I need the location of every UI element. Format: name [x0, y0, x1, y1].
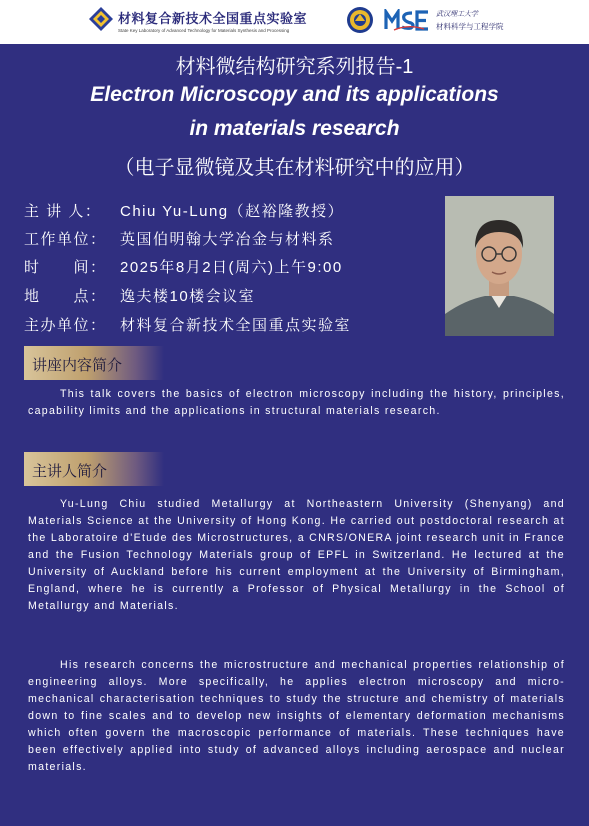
series-title: 材料微结构研究系列报告-1	[175, 56, 414, 78]
lab-name-cn: 材料复合新技术全国重点实验室	[118, 11, 308, 26]
lab-logo-icon	[88, 6, 114, 32]
affiliation-row	[24, 228, 335, 249]
chinese-title: （电子显微镜及其在材料研究中的应用）	[114, 157, 475, 179]
time-label: 时 间：	[24, 259, 107, 276]
host-value: 材料复合新技术全国重点实验室	[120, 317, 352, 334]
mse-logo-icon	[384, 9, 430, 31]
time-value: 2025年8月2日(周六)上午9:00	[120, 259, 343, 276]
abstract-heading: 讲座内容简介	[24, 346, 164, 380]
place-row	[24, 285, 255, 306]
bio-paragraph-1: Yu-Lung Chiu studied Metallurgy at Northeastern University (Shenyang) and Materials Science at the University of Hong Kong. He carried out postdoctoral research at the Laboratoire d'Etude des Microstructures, a CNRS/ONERA joint research unit in France and the Fusion Technology Materials group of EPFL in Switzerland. He lectured at the University of Auckland before his current employment at the University of Birmingham, England, where he is currently a Professor of Physical Metallurgy in the School of Metallurgy and Materials.	[28, 498, 565, 612]
bio-heading: 主讲人简介	[24, 452, 164, 486]
english-title-line-1: Electron Microscopy and its applications	[90, 83, 499, 106]
host-row	[24, 314, 351, 335]
abstract-text: This talk covers the basics of electron microscopy including the history, principles, capability limits and the applications in structural materials research.	[28, 388, 565, 417]
speaker-photo	[445, 196, 554, 336]
university-name: 武汉理工大学	[436, 11, 478, 18]
university-emblem-icon	[346, 6, 374, 34]
speaker-portrait-icon	[445, 196, 554, 336]
affiliation-label: 工作单位：	[24, 231, 107, 248]
time-row	[24, 256, 343, 277]
english-title-line-2: in materials research	[189, 117, 400, 140]
lab-name-en: State Key Laboratory of Advanced Technology for Materials Synthesis and Processing	[118, 28, 290, 33]
speaker-label: 主 讲 人：	[24, 203, 102, 220]
host-label: 主办单位：	[24, 317, 107, 334]
speaker-value: Chiu Yu-Lung（赵裕隆教授）	[120, 203, 345, 220]
place-value: 逸夫楼10楼会议室	[120, 288, 256, 305]
school-name: 材料科学与工程学院	[436, 22, 504, 31]
place-label: 地 点：	[24, 288, 107, 305]
header-bar	[0, 0, 589, 44]
bio-paragraph-2: His research concerns the microstructure and mechanical properties relationship of engineering alloys. More specifically, he applies electron microscopy and micro-mechanical characterisation techniques to study the structure and chemistry of materials down to fine scales and to develop new insights of elementary deformation mechanisms which often govern the macroscopic performance of materials. These techniques have been effectively applied into study of advanced alloys including aerospace and nuclear materials.	[28, 659, 565, 773]
affiliation-value: 英国伯明翰大学冶金与材料系	[120, 231, 335, 248]
speaker-row	[24, 200, 344, 221]
